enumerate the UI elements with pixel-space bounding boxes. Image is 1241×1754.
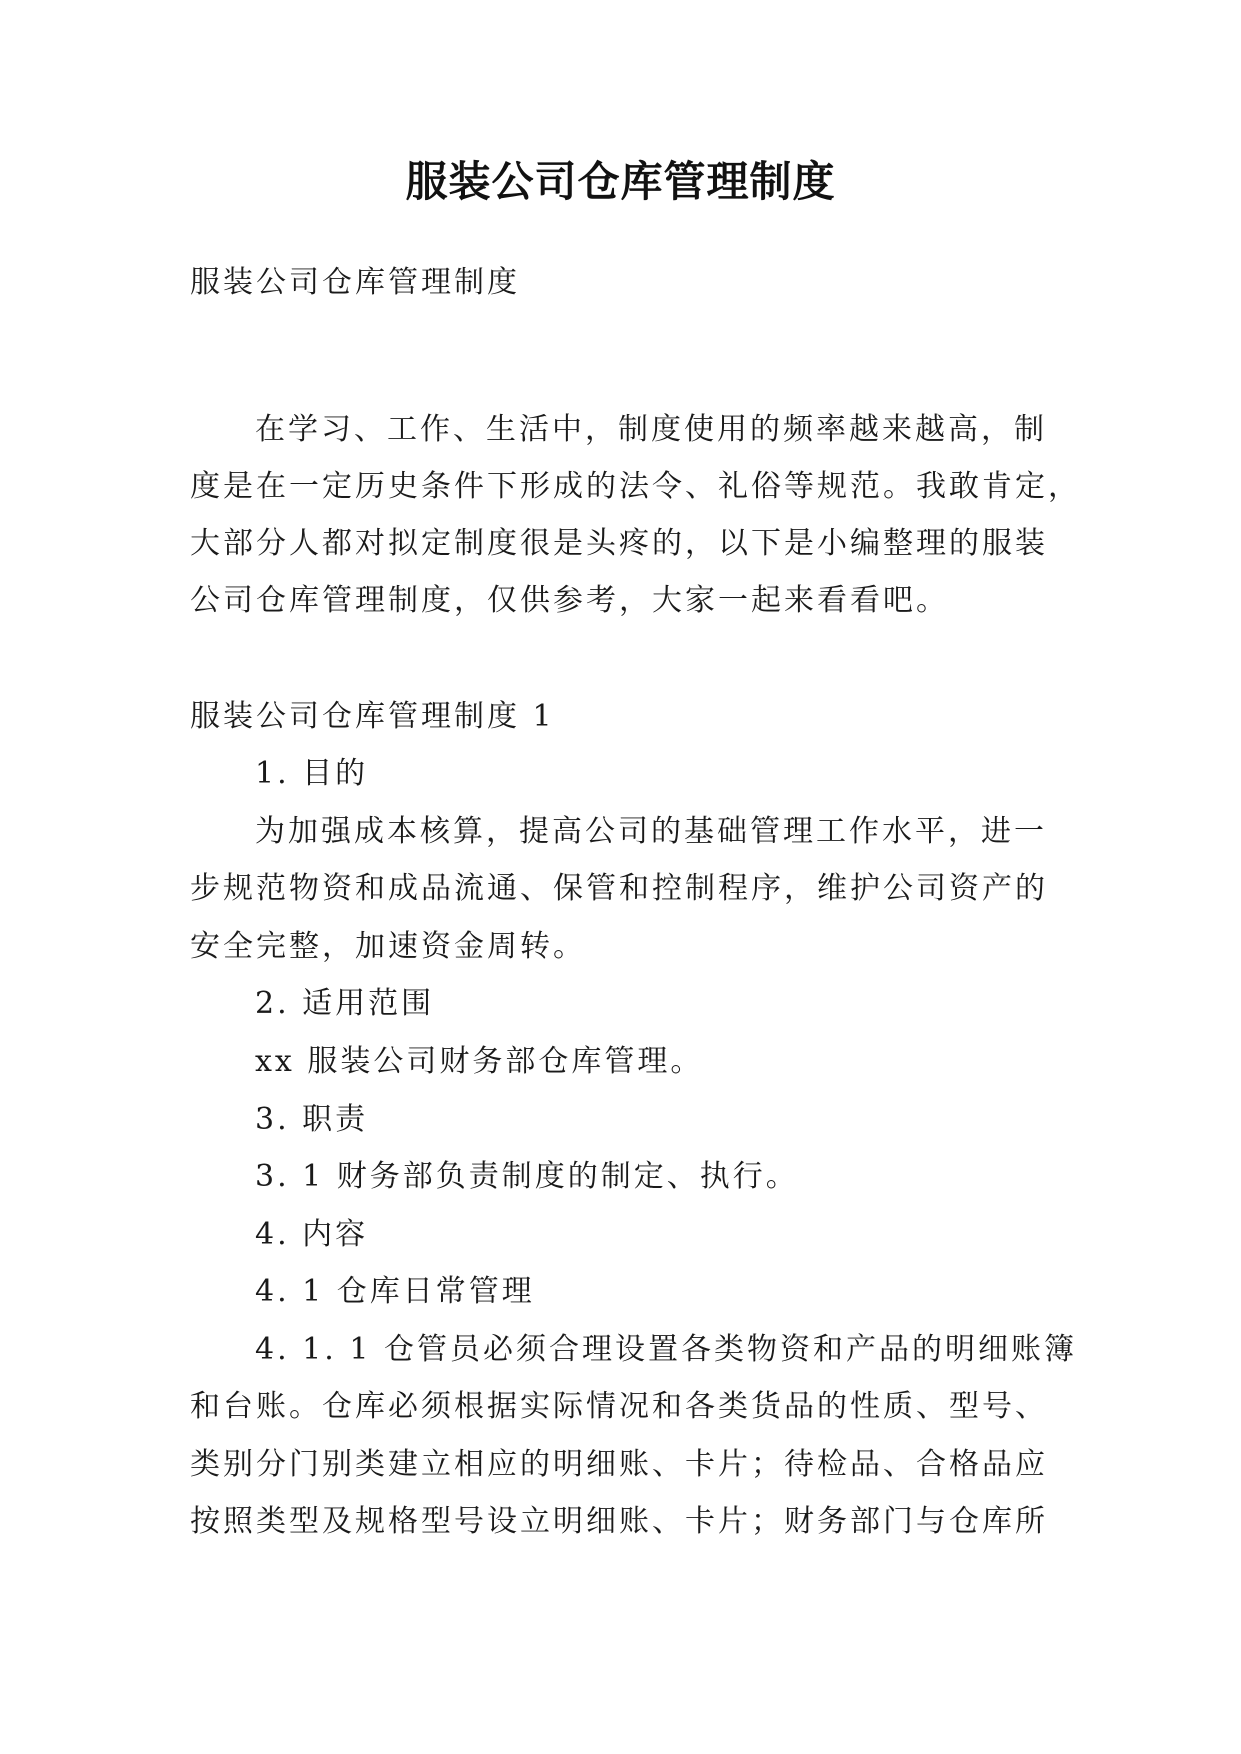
- intro-line: 大部分人都对拟定制度很是头疼的，以下是小编整理的服装: [190, 526, 1048, 561]
- purpose-line: 安全完整，加速资金周转。: [190, 929, 586, 964]
- duty-text: 3. 1 财务部负责制度的制定、执行。: [255, 1159, 799, 1194]
- scope-heading: 2. 适用范围: [255, 986, 435, 1021]
- purpose-line: 为加强成本核算，提高公司的基础管理工作水平，进一: [255, 814, 1047, 849]
- document-title: 服装公司仓库管理制度: [405, 157, 836, 206]
- intro-line: 在学习、工作、生活中，制度使用的频率越来越高，制: [255, 412, 1047, 447]
- intro-line: 公司仓库管理制度，仅供参考，大家一起来看看吧。: [190, 583, 949, 618]
- clause-line: 4. 1. 1 仓管员必须合理设置各类物资和产品的明细账簿: [255, 1332, 1077, 1367]
- document-subtitle: 服装公司仓库管理制度: [190, 265, 520, 300]
- purpose-line: 步规范物资和成品流通、保管和控制程序，维护公司资产的: [190, 871, 1048, 906]
- content-heading: 4. 内容: [255, 1217, 369, 1252]
- duty-heading: 3. 职责: [255, 1102, 369, 1137]
- purpose-heading: 1. 目的: [255, 756, 369, 791]
- clause-line: 和台账。仓库必须根据实际情况和各类货品的性质、型号、: [190, 1389, 1048, 1424]
- section-heading: 服装公司仓库管理制度 1: [190, 699, 555, 734]
- intro-line: 度是在一定历史条件下形成的法令、礼俗等规范。我敢肯定，: [190, 469, 1081, 504]
- scope-text: xx 服装公司财务部仓库管理。: [255, 1044, 704, 1079]
- daily-heading: 4. 1 仓库日常管理: [255, 1274, 535, 1309]
- clause-line: 类别分门别类建立相应的明细账、卡片；待检品、合格品应: [190, 1447, 1048, 1482]
- clause-line: 按照类型及规格型号设立明细账、卡片；财务部门与仓库所: [190, 1504, 1048, 1539]
